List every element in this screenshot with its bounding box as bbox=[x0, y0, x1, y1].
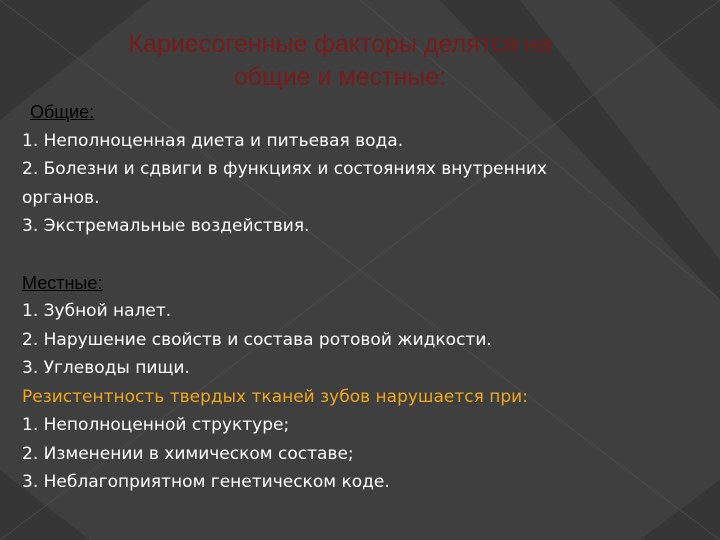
slide-content bbox=[22, 98, 702, 497]
resistance-intro: Резистентность твердых тканей зубов нарушается при: bbox=[22, 386, 528, 407]
local-item-3: 3. Углеводы пищи. bbox=[22, 358, 190, 378]
title-line-2: общие и местные: bbox=[233, 63, 447, 91]
resistance-item-2: 2. Изменении в химическом составе; bbox=[22, 443, 354, 464]
local-heading: Местные: bbox=[22, 272, 103, 293]
title-line-1: Кариесогенные факторы делятся на bbox=[128, 30, 552, 58]
general-item-2: 2. Болезни и сдвиги в функциях и состояниях внутренних bbox=[22, 159, 547, 179]
general-item-3: 3. Экстремальные воздействия. bbox=[22, 216, 310, 236]
resistance-item-3: 3. Неблагоприятном генетическом коде. bbox=[22, 472, 390, 492]
slide-title bbox=[60, 28, 620, 94]
general-item-2-continued: органов. bbox=[22, 187, 100, 208]
general-heading: Общие: bbox=[30, 102, 95, 122]
local-item-2: 2. Нарушение свойств и состава ротовой жидкости. bbox=[22, 329, 492, 350]
local-item-1: 1. Зубной налет. bbox=[22, 301, 172, 321]
general-item-1: 1. Неполноценная диета и питьевая вода. bbox=[22, 130, 404, 151]
resistance-item-1: 1. Неполноценной структуре; bbox=[22, 415, 290, 435]
section-spacer bbox=[22, 241, 702, 269]
